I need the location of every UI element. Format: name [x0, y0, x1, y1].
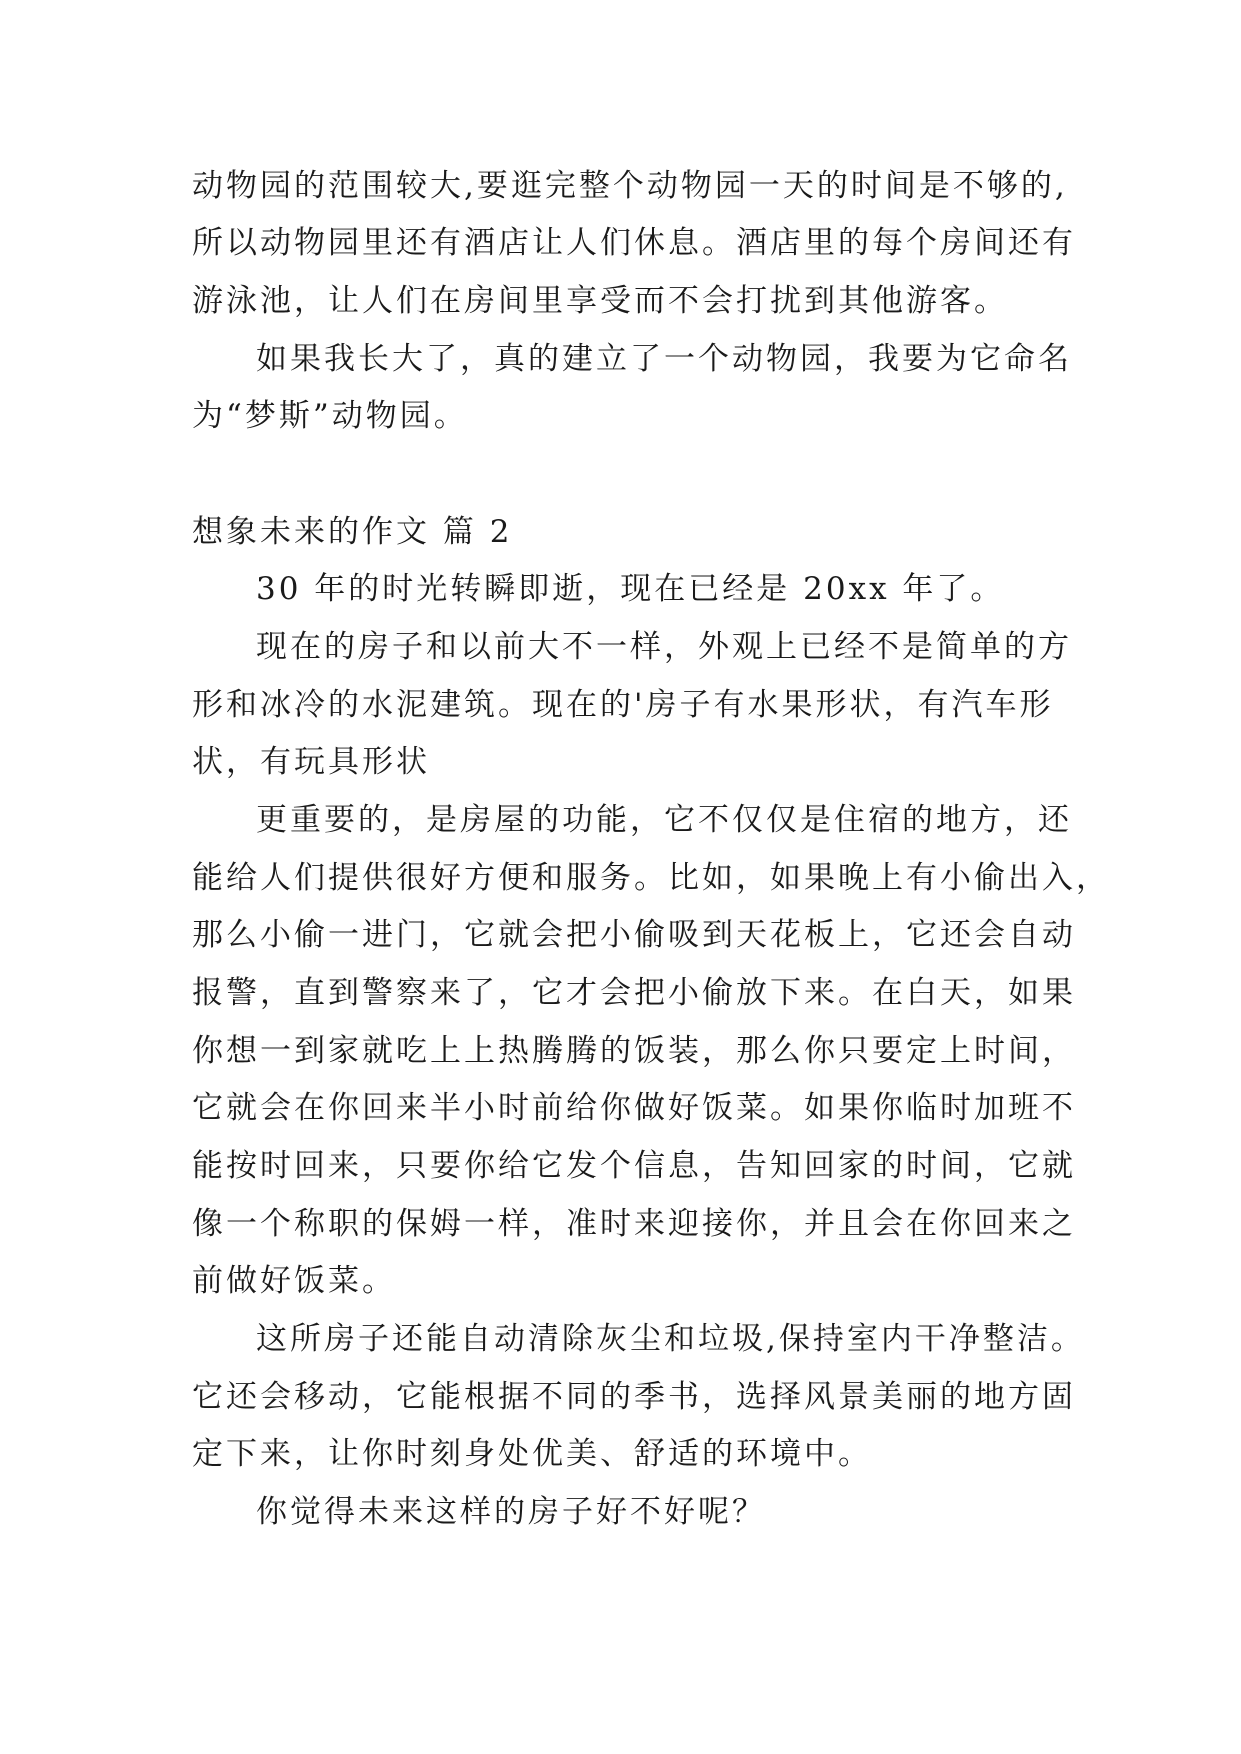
paragraph-line: 前做好饭菜。 — [192, 1263, 396, 1299]
paragraph-line: 它还会移动，它能根据不同的季书，选择风景美丽的地方固 — [192, 1379, 1076, 1415]
paragraph-line: 动物园的范围较大,要逛完整个动物园一天的时间是不够的, — [192, 168, 1068, 204]
paragraph-line: 能按时回来，只要你给它发个信息，告知回家的时间，它就 — [192, 1148, 1076, 1184]
section-heading: 想象未来的作文 篇 2 — [192, 514, 513, 550]
paragraph-line: 现在的房子和以前大不一样，外观上已经不是简单的方 — [256, 629, 1072, 665]
paragraph-line: 状，有玩具形状 — [192, 744, 430, 780]
paragraph-line: 你想一到家就吃上上热腾腾的饭装，那么你只要定上时间， — [192, 1033, 1076, 1069]
paragraph-line: 定下来，让你时刻身处优美、舒适的环境中。 — [192, 1436, 872, 1472]
paragraph-line: 所以动物园里还有酒店让人们休息。酒店里的每个房间还有 — [192, 225, 1076, 261]
paragraph-line: 更重要的，是房屋的功能，它不仅仅是住宿的地方，还 — [256, 802, 1072, 838]
paragraph-line: 像一个称职的保姆一样，准时来迎接你，并且会在你回来之 — [192, 1206, 1076, 1242]
paragraph-line: 那么小偷一进门，它就会把小偷吸到天花板上，它还会自动 — [192, 917, 1076, 953]
paragraph-line: 游泳池，让人们在房间里享受而不会打扰到其他游客。 — [192, 283, 1008, 319]
paragraph-line: 30 年的时光转瞬即逝，现在已经是 20xx 年了。 — [256, 571, 1005, 607]
paragraph-line: 这所房子还能自动清除灰尘和垃圾,保持室内干净整洁。 — [256, 1321, 1085, 1357]
paragraph-line: 你觉得未来这样的房子好不好呢？ — [256, 1494, 766, 1530]
paragraph-line: 报警，直到警察来了，它才会把小偷放下来。在白天，如果 — [192, 975, 1076, 1011]
paragraph-line: 能给人们提供很好方便和服务。比如，如果晚上有小偷出入， — [192, 860, 1110, 896]
paragraph-line: 形和冰冷的水泥建筑。现在的'房子有水果形状，有汽车形 — [192, 687, 1054, 723]
paragraph-line: 如果我长大了，真的建立了一个动物园，我要为它命名 — [256, 341, 1072, 377]
paragraph-line: 它就会在你回来半小时前给你做好饭菜。如果你临时加班不 — [192, 1090, 1076, 1126]
paragraph-line: 为“梦斯”动物园。 — [192, 398, 468, 434]
